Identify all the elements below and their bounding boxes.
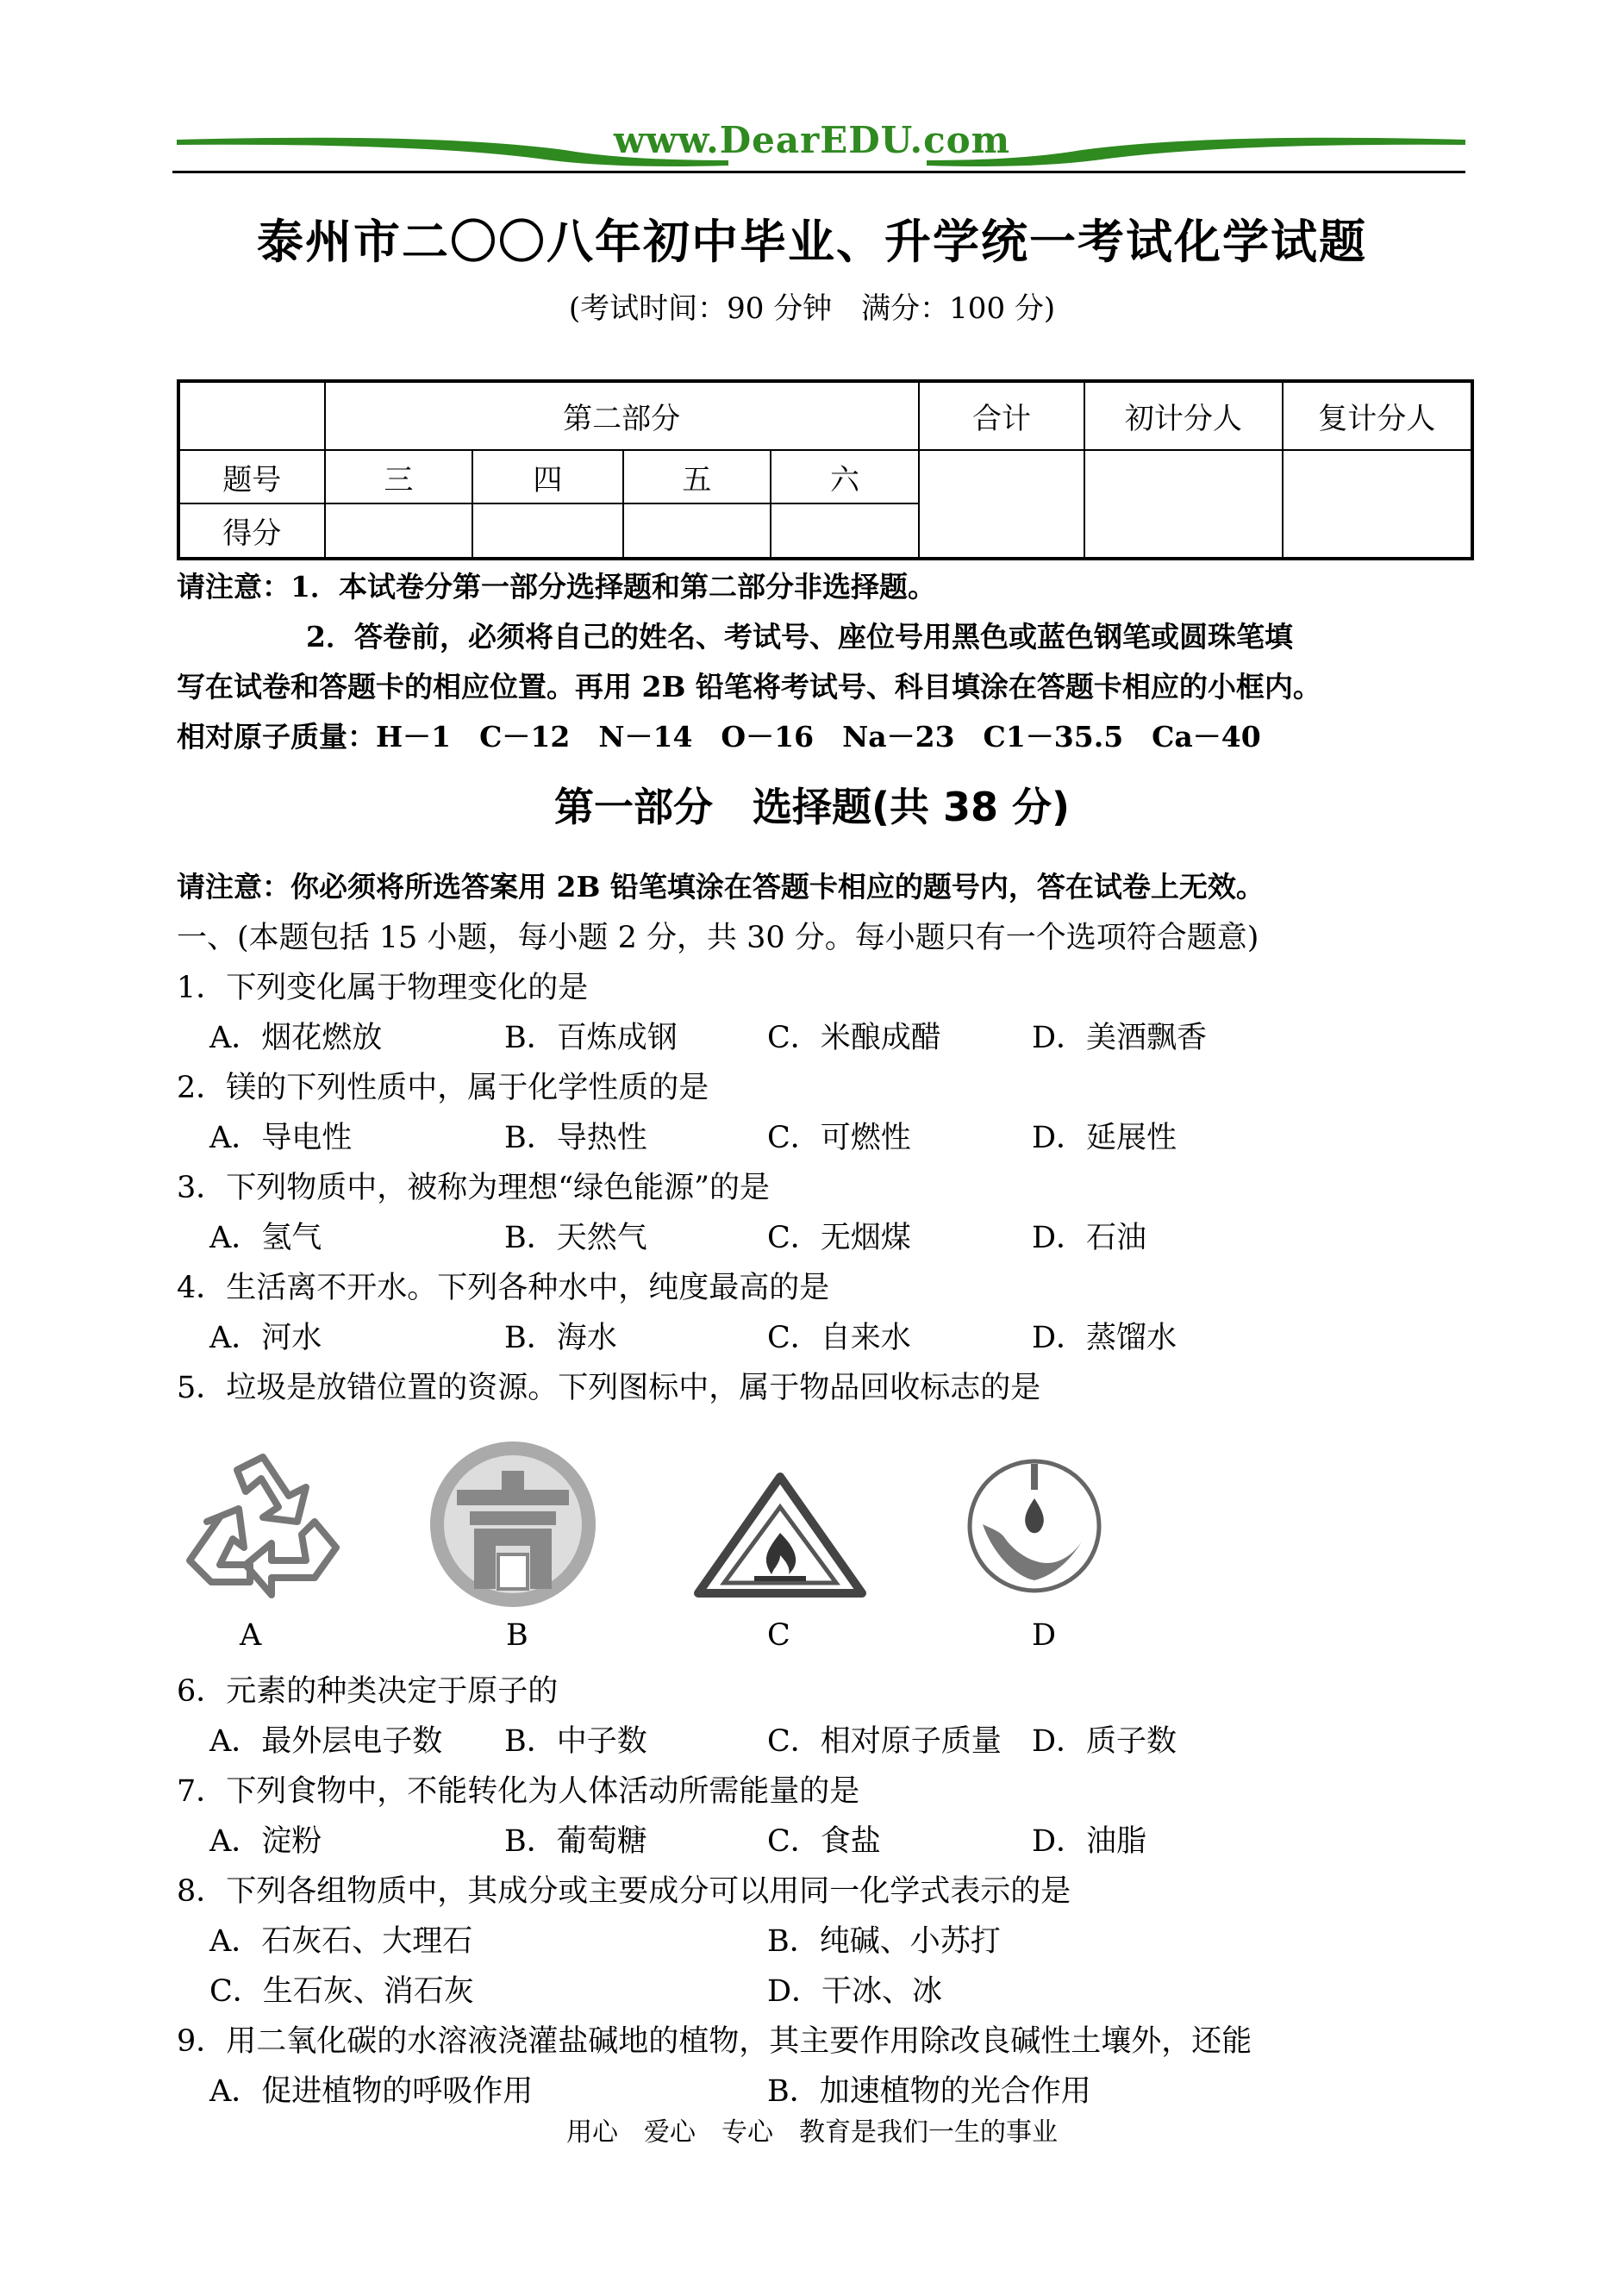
question-stem: 1．下列变化属于物理变化的是	[177, 971, 589, 1005]
question-stem: 7．下列食物中，不能转化为人体活动所需能量的是	[177, 1774, 860, 1809]
question-number-cell: 四	[472, 450, 623, 503]
question-stem: 5．垃圾是放错位置的资源。下列图标中，属于物品回收标志的是	[177, 1371, 1041, 1405]
option-d[interactable]: D．干冰、冰	[767, 1974, 943, 2009]
option-c[interactable]: C	[767, 1618, 790, 1653]
option-a[interactable]: A．河水	[209, 1321, 322, 1355]
section-intro: 一、(本题包括 15 小题，每小题 2 分，共 30 分。每小题只有一个选项符合题意)	[177, 921, 1259, 955]
second-checker-header: 复计分人	[1283, 381, 1472, 450]
question-stem: 2．镁的下列性质中，属于化学性质的是	[177, 1071, 709, 1105]
page-title: 泰州市二〇〇八年初中毕业、升学统一考试化学试题	[257, 214, 1367, 269]
option-c[interactable]: C．食盐	[767, 1824, 881, 1859]
page-footer: 用心 爱心 专心 教育是我们一生的事业	[566, 2117, 1058, 2148]
option-a[interactable]: A．促进植物的呼吸作用	[209, 2074, 534, 2109]
first-checker-cell[interactable]	[1084, 450, 1282, 559]
option-a[interactable]: A．淀粉	[209, 1824, 322, 1859]
option-d[interactable]: D．质子数	[1032, 1724, 1177, 1759]
option-d[interactable]: D．美酒飘香	[1032, 1021, 1208, 1055]
option-c[interactable]: C．自来水	[767, 1321, 911, 1355]
score-cell[interactable]	[472, 503, 623, 559]
option-b[interactable]: B．海水	[504, 1321, 617, 1355]
option-d[interactable]: D．石油	[1032, 1221, 1147, 1255]
option-c[interactable]: C．无烟煤	[767, 1221, 911, 1255]
option-b[interactable]: B．纯碱、小苏打	[767, 1924, 1001, 1959]
flammable-warning-icon[interactable]	[694, 1473, 866, 1598]
option-d[interactable]: D．蒸馏水	[1032, 1321, 1177, 1355]
part2-header: 第二部分	[325, 381, 919, 450]
row-label-score: 得分	[178, 503, 325, 559]
total-header: 合计	[919, 381, 1084, 450]
option-a[interactable]: A．氢气	[209, 1221, 322, 1255]
question-number-cell: 六	[771, 450, 919, 503]
option-a[interactable]: A	[240, 1618, 262, 1653]
question-stem: 3．下列物质中，被称为理想“绿色能源”的是	[177, 1171, 771, 1205]
table-blank-cell	[178, 381, 325, 450]
option-b[interactable]: B．中子数	[504, 1724, 647, 1759]
option-b[interactable]: B	[506, 1618, 528, 1653]
score-cell[interactable]	[623, 503, 771, 559]
option-d[interactable]: D．延展性	[1032, 1121, 1177, 1155]
recycle-icon[interactable]	[177, 1448, 345, 1599]
option-c[interactable]: C．生石灰、消石灰	[209, 1974, 474, 2009]
row-label-number: 题号	[178, 450, 325, 503]
atomic-mass: 相对原子质量：H－1 C－12 N－14 O－16 Na－23 C1－35.5 Ca－40	[177, 720, 1261, 754]
note-line-3: 写在试卷和答题卡的相应位置。再用 2B 铅笔将考试号、科目填涂在答题卡相应的小框内。	[177, 670, 1321, 704]
option-a[interactable]: A．烟花燃放	[209, 1021, 383, 1055]
option-d[interactable]: D．油脂	[1032, 1824, 1147, 1859]
note-line-2: 2．答卷前，必须将自己的姓名、考试号、座位号用黑色或蓝色钢笔或圆珠笔填	[306, 620, 1293, 653]
option-b[interactable]: B．百炼成钢	[504, 1021, 678, 1055]
score-cell[interactable]	[771, 503, 919, 559]
total-score-cell[interactable]	[919, 450, 1084, 559]
option-c[interactable]: C．米酿成醋	[767, 1021, 941, 1055]
question-stem: 9．用二氧化碳的水溶液浇灌盐碱地的植物，其主要作用除改良碱性土壤外，还能	[177, 2024, 1252, 2059]
option-a[interactable]: A．最外层电子数	[209, 1724, 443, 1759]
water-drop-hand-icon[interactable]	[965, 1455, 1103, 1598]
building-emblem-icon[interactable]	[422, 1438, 603, 1610]
question-stem: 6．元素的种类决定于原子的	[177, 1674, 559, 1709]
first-checker-header: 初计分人	[1084, 381, 1282, 450]
second-checker-cell[interactable]	[1283, 450, 1472, 559]
option-b[interactable]: B．葡萄糖	[504, 1824, 647, 1859]
score-cell[interactable]	[325, 503, 473, 559]
option-c[interactable]: C．相对原子质量	[767, 1724, 1002, 1759]
option-b[interactable]: B．天然气	[504, 1221, 647, 1255]
option-a[interactable]: A．石灰石、大理石	[209, 1924, 473, 1959]
question-stem: 8．下列各组物质中，其成分或主要成分可以用同一化学式表示的是	[177, 1874, 1071, 1909]
option-d[interactable]: D	[1032, 1618, 1057, 1653]
option-a[interactable]: A．导电性	[209, 1121, 353, 1155]
header-rule	[172, 171, 1465, 173]
question-stem: 4．生活离不开水。下列各种水中，纯度最高的是	[177, 1271, 830, 1305]
score-table	[177, 379, 1474, 560]
note-line-1: 请注意：1．本试卷分第一部分选择题和第二部分非选择题。	[177, 570, 936, 603]
option-b[interactable]: B．导热性	[504, 1121, 647, 1155]
section-notice: 请注意：你必须将所选答案用 2B 铅笔填涂在答题卡相应的题号内，答在试卷上无效。	[177, 870, 1265, 904]
section-title: 第一部分 选择题(共 38 分)	[553, 784, 1071, 830]
site-logo-text: www.DearEDU.com	[613, 119, 1011, 161]
option-b[interactable]: B．加速植物的光合作用	[767, 2074, 1091, 2109]
option-c[interactable]: C．可燃性	[767, 1121, 911, 1155]
question-number-cell: 三	[325, 450, 473, 503]
question-number-cell: 五	[623, 450, 771, 503]
exam-info: (考试时间：90 分钟 满分：100 分)	[568, 291, 1056, 326]
